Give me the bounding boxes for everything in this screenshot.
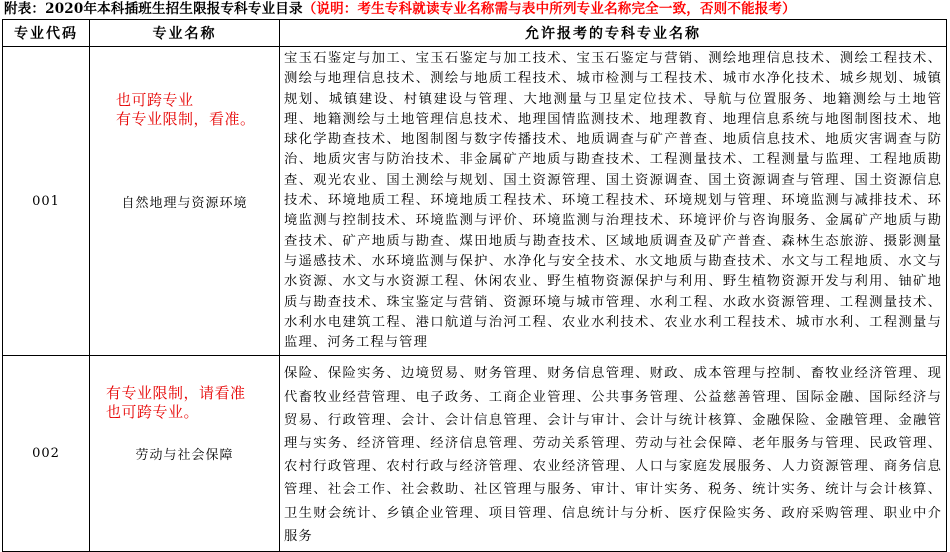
row-name: 自然地理与资源环境: [121, 195, 248, 211]
handwritten-annotation: [116, 91, 256, 129]
annotation-line: 也可跨专业: [116, 91, 194, 109]
table-row: [3, 47, 947, 356]
row-name: 劳动与社会保障: [135, 448, 234, 464]
table-header-row: [3, 20, 947, 47]
caption-note: （说明：考生专科就读专业名称需与表中所列专业名称完全一致，否则不能报考）: [302, 1, 796, 17]
row-majors: 保险、保险实务、边境贸易、财务管理、财务信息管理、财政、成本管理与控制、畜牧业经济管理、现代畜牧业经营管理、电子政务、工商企业管理、公共事务管理、公益慈善管理、国际金融、国际经济与贸易、行政管理、会计、会计信息管理、会计与审计、会计与统计核算、金融保险、金融管理、金融管理与实务、经济管理、经济信息管理、劳动关系管理、劳动与社会保障、老年服务与管理、民政管理、农村行政管理、农村行政与经济管理、农业经济管理、人口与家庭发展服务、人力资源管理、商务信息管理、社会工作、社会救助、社区管理与服务、审计、审计实务、税务、统计实务、统计与会计核算、卫生财会统计、乡镇企业管理、项目管理、信息统计与分析、医疗保险实务、政府采购管理、职业中介服务: [280, 356, 947, 552]
annotation-line: 有专业限制，请看准: [106, 384, 246, 403]
header-name: 专业名称: [90, 20, 280, 47]
handwritten-annotation: [106, 384, 246, 422]
annotation-line: 也可跨专业。: [106, 403, 200, 422]
table-row: [3, 356, 947, 552]
row-code: 001: [3, 47, 90, 356]
row-name-cell: [90, 356, 280, 552]
table-caption: [4, 0, 946, 18]
caption-title: 附表：2020年本科插班生招生限报专科专业目录: [4, 1, 303, 17]
header-allowed: 允许报考的专科专业名称: [280, 20, 947, 47]
header-code: 专业代码: [3, 20, 90, 47]
row-code: 002: [3, 356, 90, 552]
row-majors: 宝玉石鉴定与加工、宝玉石鉴定与加工技术、宝玉石鉴定与营销、测绘地理信息技术、测绘工程技术、测绘与地理信息技术、测绘与地质工程技术、城市检测与工程技术、城市水净化技术、城乡规划、城镇规划、城镇建设、村镇建设与管理、大地测量与卫星定位技术、导航与位置服务、地籍测绘与土地管理、地籍测绘与土地管理信息技术、地理国情监测技术、地理教育、地理信息系统与地图制图技术、地球化学勘查技术、地图制图与数字传播技术、地质调查与矿产普查、地质信息技术、地质灾害调查与防治、地质灾害与防治技术、非金属矿产地质与勘查技术、工程测量技术、工程测量与监理、工程地质勘查、观光农业、国土测绘与规划、国土资源管理、国土资源调查、国土资源调查与管理、国土资源信息技术、环境地质工程、环境地质工程技术、环境工程技术、环境规划与管理、环境监测与减排技术、环境监测与控制技术、环境监测与评价、环境监测与治理技术、环境评价与咨询服务、金属矿产地质与勘查技术、矿产地质与勘查、煤田地质与勘查技术、区域地质调查及矿产普查、森林生态旅游、摄影测量与遥感技术、水环境监测与保护、水净化与安全技术、水文地质与勘查技术、水文与工程地质、水文与水资源、水文与水资源工程、休闲农业、野生植物资源保护与利用、野生植物资源开发与利用、铀矿地质与勘查技术、珠宝鉴定与营销、资源环境与城市管理、水利工程、水政水资源管理、工程测量技术、水利水电建筑工程、港口航道与治河工程、农业水利技术、农业水利工程技术、城市水利、工程测量与监理、河务工程与管理: [280, 47, 947, 356]
annotation-line: 有专业限制，看准。: [116, 110, 256, 128]
major-table: [2, 19, 947, 552]
row-name-cell: [90, 47, 280, 356]
